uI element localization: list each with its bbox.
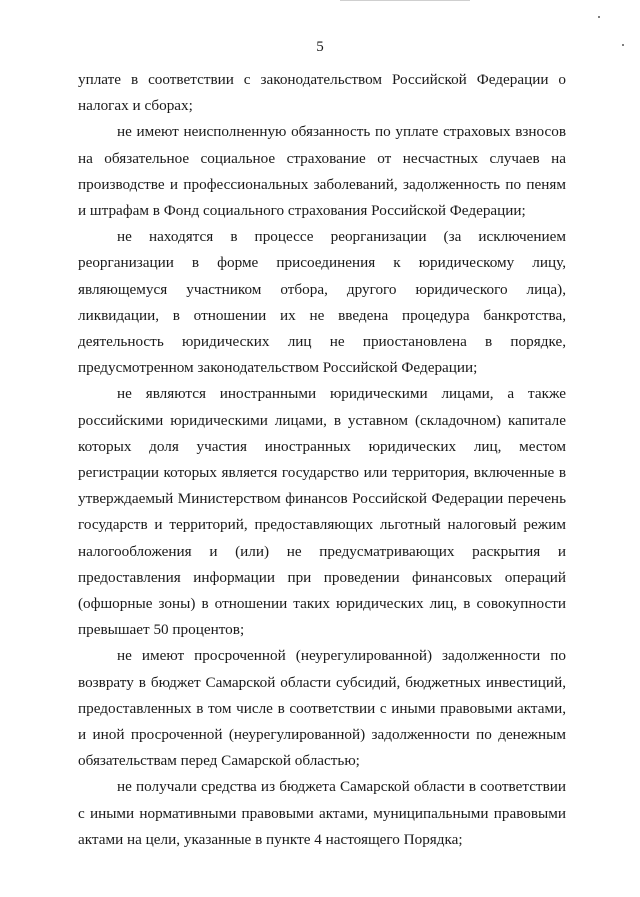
scan-speck xyxy=(598,16,600,18)
scan-edge-artifact xyxy=(340,0,470,1)
paragraph-tax-continuation: уплате в соответствии с законодательством Российской Федерации о налогах и сборах; xyxy=(78,71,566,115)
paragraph-reorganization: не находятся в процессе реорганизации (за исключением реорганизации в форме присоединения к юридическому лицу, являющемуся участником отбора, другого юридического лица), ликвидации, в отношении их не введена процедура банкротства, деятельность юридических лиц не приостановлена в порядке, предусмотренном законодательством Российской Федерации; xyxy=(78,228,566,377)
paragraph-insurance-obligation: не имеют неисполненную обязанность по уплате страховых взносов на обязательное социальное страхование от несчастных случаев на производстве и профессиональных заболеваний, задолженность по пеням и штрафам в Фонд социального страхования Российской Федерации; xyxy=(78,123,566,220)
page-number: 5 xyxy=(316,39,324,55)
paragraph-overdue-debt: не имеют просроченной (неурегулированной) задолженности по возврату в бюджет Самарской области субсидий, бюджетных инвестиций, предоставленных в том числе в соответствии с иными правовыми актами, и иной просроченной (неурегулированной) задолженности по денежным обязательствам перед Самарской областью; xyxy=(78,647,566,770)
paragraph-foreign-entities: не являются иностранными юридическими лицами, а также российскими юридическими лицами, в уставном (складочном) капитале которых доля участия иностранных юридических лиц, местом регистрации которых является государство или территория, включенные в утверждаемый Министерством финансов Российской Федерации перечень государств и территорий, предоставляющих льготный налоговый режим налогообложения и (или) не предусматривающих раскрытия и предоставления информации при проведении финансовых операций (офшорные зоны) в отношении таких юридических лиц, в совокупности превышает 50 процентов; xyxy=(78,385,566,639)
document-body xyxy=(78,67,566,853)
paragraph-budget-funds: не получали средства из бюджета Самарской области в соответствии с иными нормативными правовыми актами, муниципальными правовыми актами на цели, указанные в пункте 4 настоящего Порядка; xyxy=(78,778,566,848)
